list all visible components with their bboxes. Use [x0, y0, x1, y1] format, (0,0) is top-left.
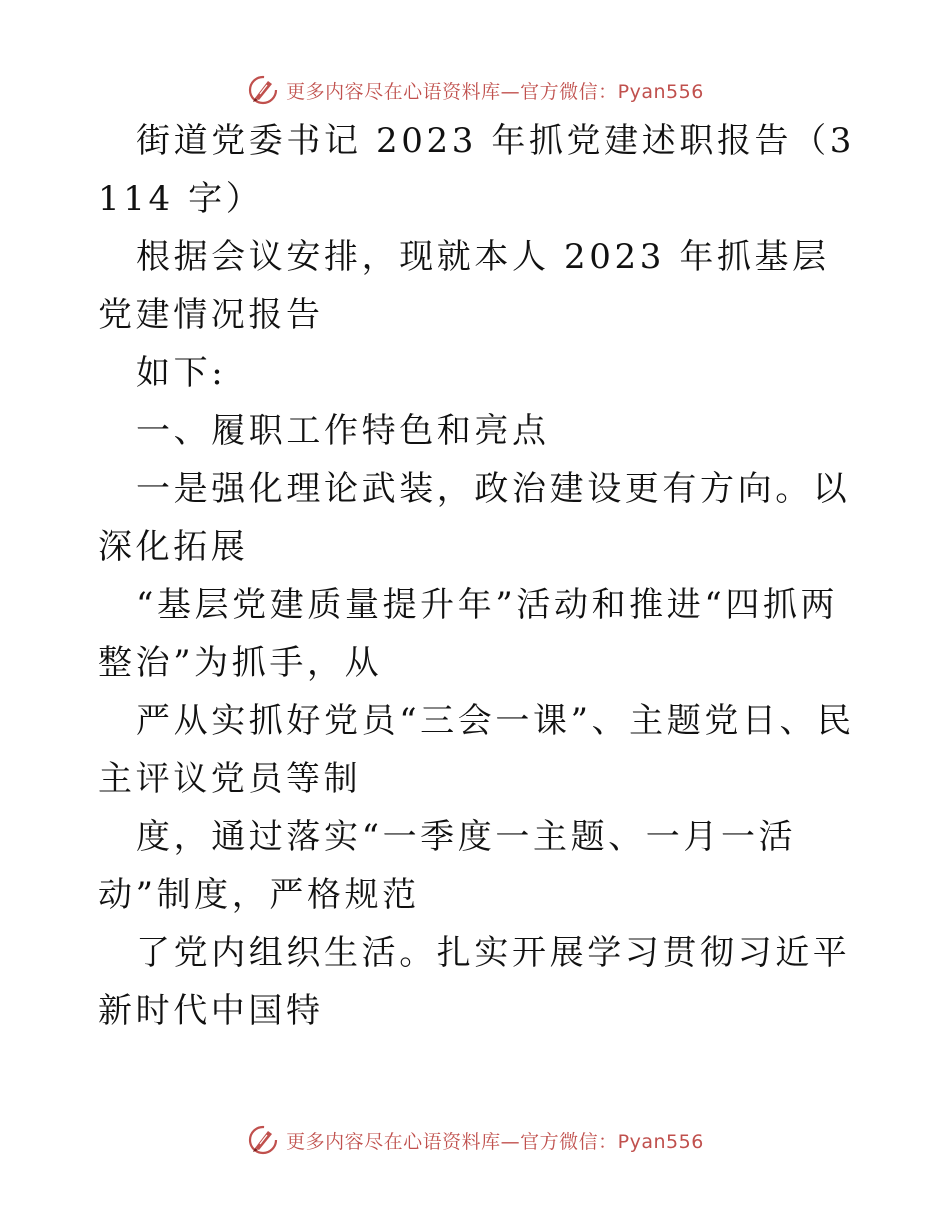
watermark-header: [0, 72, 950, 108]
document-title: 街道党委书记 2023 年抓党建述职报告（3114 字）: [98, 121, 855, 219]
paragraph: 严从实抓好党员“三会一课”、主题党日、民主评议党员等制: [98, 701, 855, 799]
document-body: [98, 112, 858, 1040]
paragraph: 一是强化理论武装，政治建设更有方向。以深化拓展: [98, 469, 851, 567]
paragraph: 根据会议安排，现就本人 2023 年抓基层党建情况报告: [98, 237, 830, 335]
paragraph: 度，通过落实“一季度一主题、一月一活动”制度，严格规范: [98, 817, 797, 915]
watermark-footer: [0, 1122, 950, 1158]
watermark-text: 更多内容尽在心语资料库—官方微信：Pyan556: [286, 1130, 704, 1153]
quill-pen-logo-icon: [246, 1123, 280, 1157]
paragraph: 如下:: [136, 353, 227, 393]
watermark-text: 更多内容尽在心语资料库—官方微信：Pyan556: [286, 80, 704, 103]
section-heading: 一、履职工作特色和亮点: [136, 411, 550, 451]
quill-pen-logo-icon: [246, 73, 280, 107]
paragraph: 了党内组织生活。扎实开展学习贯彻习近平新时代中国特: [98, 933, 851, 1031]
paragraph: “基层党建质量提升年”活动和推进“四抓两整治”为抓手，从: [98, 585, 839, 683]
